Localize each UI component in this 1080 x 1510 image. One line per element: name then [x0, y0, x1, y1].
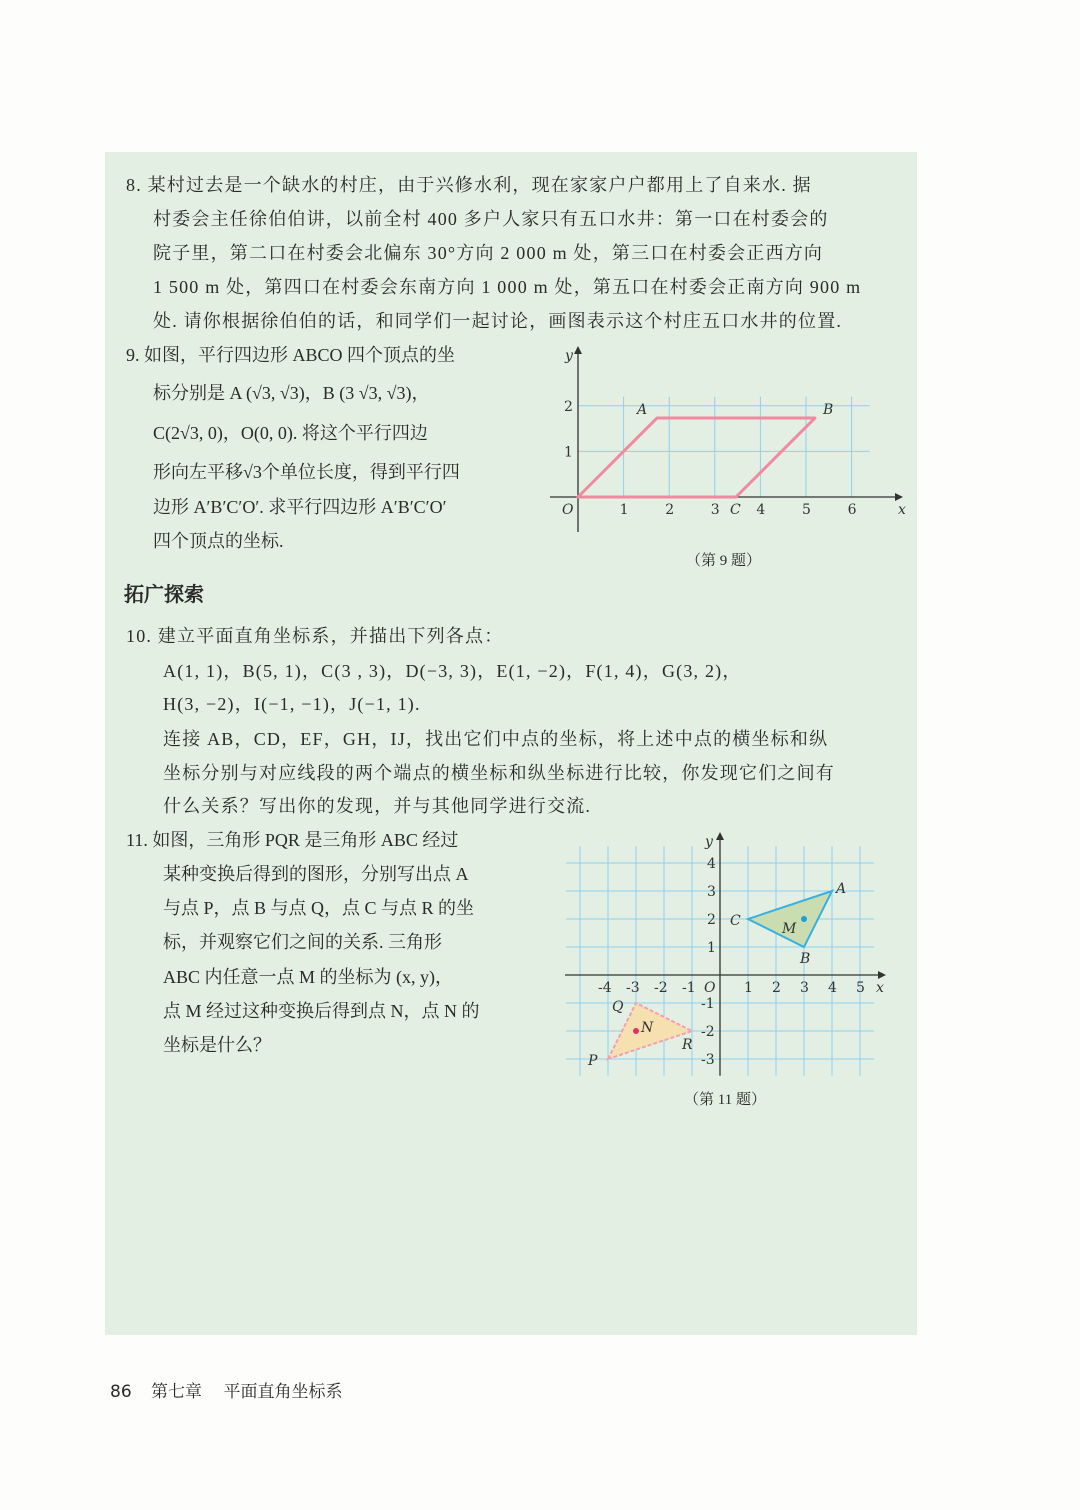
text-line: 9. 如图，平行四边形 ABCO 四个顶点的坐 [126, 345, 456, 365]
text-line: 边形 A′B′C′O′. 求平行四边形 A′B′C′O′ [153, 497, 447, 517]
text-line: A(1, 1)，B(5, 1)，C(3 , 3)，D(−3, 3)，E(1, −2)，F(1, 4)，G(3, 2)， [163, 661, 742, 681]
vertex-label-c: C [729, 502, 741, 518]
x-tick-label: 1 [744, 980, 753, 996]
y-tick-label: -1 [701, 996, 715, 1012]
x-tick-label: 5 [802, 502, 811, 518]
figure-9-parallelogram [548, 340, 910, 540]
text-line: 标分别是 A (√3, √3)，B (3 √3, √3)， [153, 383, 430, 403]
chapter-number: 第七章 [151, 1382, 203, 1402]
x-tick-label: 2 [772, 980, 781, 996]
parallelogram-abco [578, 418, 815, 497]
text-line: 点 M 经过这种变换后得到点 N，点 N 的 [163, 1001, 480, 1021]
origin-label: O [562, 502, 574, 518]
text-line: C(2√3, 0)，O(0, 0). 将这个平行四边 [153, 423, 428, 443]
point-n-label: N [641, 1020, 654, 1036]
point-n [633, 1028, 639, 1034]
x-tick-label: 6 [847, 502, 857, 518]
x-tick-label: 5 [856, 980, 865, 996]
figure-11-caption: （第 11 题） [684, 1092, 766, 1108]
x-tick-label: 4 [828, 980, 837, 996]
x-tick-label: -3 [626, 980, 640, 996]
text-line: 四个顶点的坐标. [153, 531, 284, 551]
text-line: H(3, −2)，I(−1, −1)，J(−1, 1). [163, 694, 421, 714]
y-axis-label: y [565, 348, 573, 364]
text-line: 11. 如图，三角形 PQR 是三角形 ABC 经过 [126, 830, 459, 850]
text-line: 村委会主任徐伯伯讲，以前全村 400 多户人家只有五口水井：第一口在村委会的 [153, 209, 829, 229]
vertex-label-a: A [636, 402, 648, 419]
vertex-label-a: A [836, 881, 847, 897]
text-line: 某种变换后得到的图形，分别写出点 A [163, 864, 469, 884]
x-tick-label: -4 [598, 980, 612, 996]
text-line: 处. 请你根据徐伯伯的话，和同学们一起讨论，画图表示这个村庄五口水井的位置. [153, 311, 843, 331]
section-heading: 拓广探索 [124, 582, 204, 606]
figure-11-triangles [560, 830, 900, 1080]
y-tick-label: 2 [707, 912, 716, 928]
x-tick-label: -2 [654, 980, 668, 996]
y-tick-label: -2 [701, 1024, 715, 1040]
text-line: 8. 某村过去是一个缺水的村庄，由于兴修水利，现在家家户户都用上了自来水. 据 [126, 175, 812, 195]
text-line: 院子里，第二口在村委会北偏东 30°方向 2 000 m 处，第三口在村委会正西方向 [153, 243, 824, 263]
y-tick-label: 1 [707, 940, 716, 956]
x-axis-label: x [898, 502, 906, 518]
page-footer [110, 1377, 342, 1402]
vertex-label-q: Q [612, 999, 624, 1015]
y-axis-arrow [716, 832, 724, 840]
x-axis-arrow [895, 493, 903, 501]
text-line: 坐标分别与对应线段的两个端点的横坐标和纵坐标进行比较，你发现它们之间有 [163, 763, 835, 783]
x-axis-arrow [878, 971, 886, 979]
text-line: 1 500 m 处，第四口在村委会东南方向 1 000 m 处，第五口在村委会正南方向 900 m [153, 277, 862, 297]
y-axis-arrow [574, 346, 582, 354]
x-axis-label: x [876, 980, 884, 996]
y-tick-label: 2 [564, 398, 573, 415]
text-line: 与点 P，点 B 与点 Q，点 C 与点 R 的坐 [163, 898, 475, 918]
x-tick-label: 3 [710, 502, 720, 518]
text-line: 10. 建立平面直角坐标系，并描出下列各点： [126, 626, 504, 646]
vertex-label-c: C [730, 913, 741, 929]
y-tick-label: 3 [707, 884, 716, 900]
text-line: 连接 AB，CD，EF，GH，IJ，找出它们中点的坐标，将上述中点的横坐标和纵 [163, 729, 829, 749]
vertex-label-p: P [588, 1053, 598, 1069]
y-axis-label: y [705, 834, 713, 850]
y-tick-label: -3 [701, 1052, 715, 1068]
x-tick-label: -1 [682, 980, 696, 996]
y-tick-label: 1 [564, 444, 573, 461]
page-number: 86 [110, 1382, 132, 1402]
x-tick-label: 4 [756, 502, 766, 518]
vertex-label-b: B [822, 402, 834, 419]
x-tick-label: 2 [665, 502, 675, 518]
origin-label: O [704, 980, 716, 996]
y-tick-label: 4 [707, 856, 716, 872]
figure-9-caption: （第 9 题） [686, 553, 762, 569]
chapter-title: 平面直角坐标系 [223, 1382, 343, 1402]
x-tick-label: 3 [800, 980, 809, 996]
point-m [801, 916, 807, 922]
x-tick-label: 1 [619, 502, 629, 518]
text-line: 标，并观察它们之间的关系. 三角形 [163, 932, 442, 952]
point-m-label: M [782, 921, 797, 937]
text-line: 形向左平移√3个单位长度，得到平行四 [153, 462, 460, 482]
vertex-label-r: R [682, 1037, 693, 1053]
text-line: ABC 内任意一点 M 的坐标为 (x, y)， [163, 967, 454, 987]
text-line: 坐标是什么？ [163, 1035, 271, 1055]
vertex-label-b: B [800, 951, 811, 967]
text-line: 什么关系？写出你的发现，并与其他同学进行交流. [163, 796, 592, 816]
